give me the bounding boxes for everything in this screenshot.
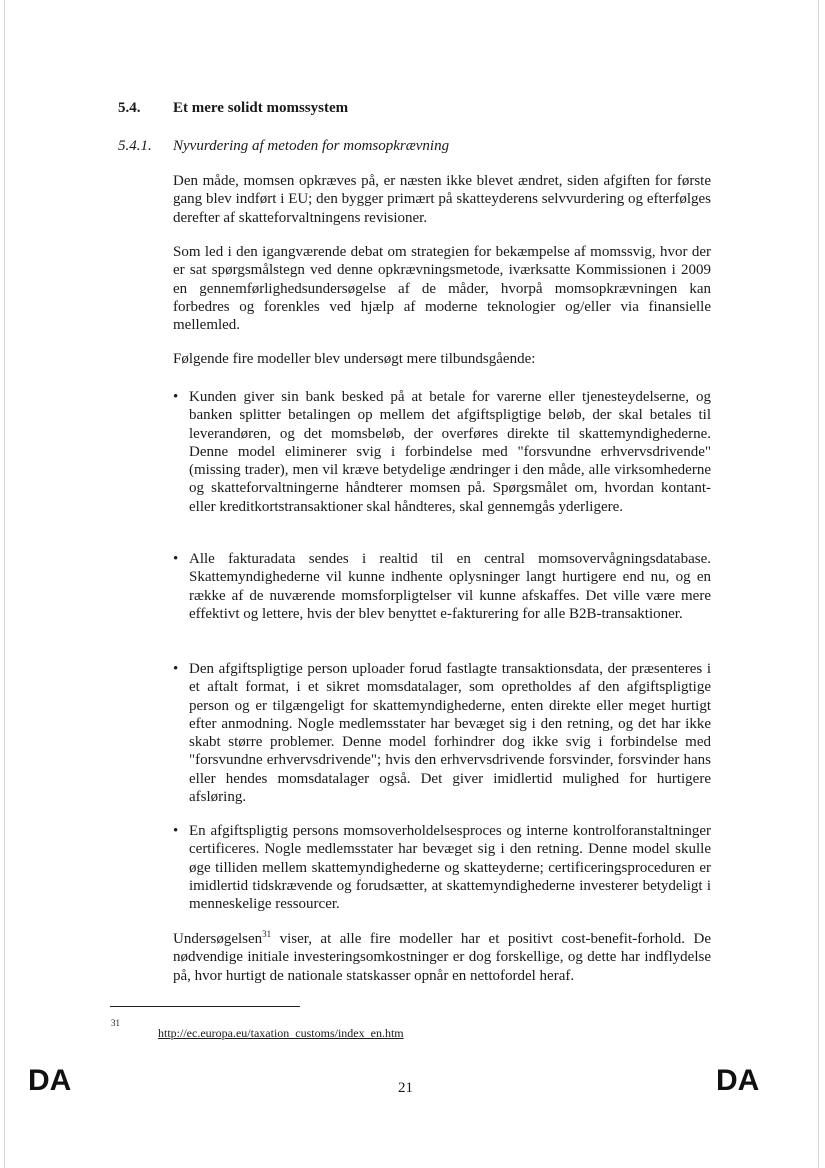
paragraph-4 — [173, 930, 711, 985]
footnote-reference[interactable]: 31 — [262, 929, 272, 939]
list-item — [173, 660, 711, 806]
paragraph-2: Som led i den igangværende debat om strategien for bekæmpelse af momssvig, hvor der er sat spørgsmålstegn ved denne opkrævningsmetode, iværksatte Kommissionen i 2009 en gennemførlighedsundersøgelse af de måder, hvorpå momsopkrævningen kan forbedres og forenkles ved hjælp af moderne teknologier og/eller via finansielle mellemled. — [173, 244, 711, 334]
list-item-text: Den afgiftspligtige person uploader forud fastlagte transaktionsdata, der præsenteres i et aftalt format, i et sikret momsdatalager, som opretholdes af den afgiftspligtige person og er tilgængeligt for skattemyndighederne, enten direkte eller meget hurtigt efter anmodning. Nogle medlemsstater har bevæget sig i den retning, og det har ikke skabt større problemer. Denne model forhindrer dog ikke svig i forbindelse med "forsvundne erhvervsdrivende"; hvis den erhvervsdrivende forsvinder, forsvinder hans eller hendes momsdatalager også. Det giver imidlertid mulighed for hurtigere afsløring. — [189, 661, 711, 806]
paragraph-1: Den måde, momsen opkræves på, er næsten ikke blevet ændret, siden afgiften for første gang blev indført i EU; den bygger primært på skatteyderens selvvurdering og efterfølges derefter af skatteforvaltningens revisioner. — [173, 173, 711, 226]
list-item — [173, 822, 711, 913]
section-title: Et mere solidt momssystem — [173, 100, 349, 116]
scan-edge-right — [818, 0, 819, 1168]
section-number: 5.4. — [118, 100, 141, 116]
paragraph-4-end: viser, at alle fire modeller har et positivt cost-benefit-forhold. De nødvendige initiale investeringsomkostninger er dog forskellige, og dette har indflydelse på, hvor hurtigt de nationale statskasser opnår en nettofordel heraf. — [173, 931, 711, 984]
paragraph-4-start: Undersøgelsen — [173, 931, 263, 947]
footnote-divider — [110, 1006, 300, 1007]
section-heading — [118, 100, 348, 117]
list-item — [173, 388, 711, 516]
bullet-icon: • — [173, 661, 179, 677]
page-number: 21 — [398, 1080, 413, 1096]
scan-edge-left — [4, 0, 5, 1168]
list-item-text: Kunden giver sin bank besked på at betale for varerne eller tjenesteydelserne, og banken splitter betalingen op mellem det afgiftspligtige beløb, der skal betales til leverandøren, og det momsbeløb, der overføres direkte til skattemyndighederne. Denne model eliminerer svig i forbindelse med "forsvundne erhvervsdrivende" (missing trader), men vil kræve betydelige ændringer i den måde, alle virksomhederne og skatteforvaltningerne håndterer momsen på. Spørgsmålet om, hvordan kontant- eller kreditkortstransaktioner skal håndteres, skal gennemgås yderligere. — [189, 389, 711, 515]
language-code-right: DA — [716, 1064, 760, 1097]
list-item-text: En afgiftspligtig persons momsoverholdelsesproces og interne kontrolforanstaltninger certificeres. Nogle medlemsstater har bevæget sig i den retning. Denne model skulle øge tilliden mellem skattemyndighederne og skatteyderne; certificeringsproceduren er imidlertid tidskrævende og forudsætter, at skattemyndighederne investerer betydeligt i menneskelige ressourcer. — [189, 823, 711, 913]
subsection-title: Nyvurdering af metoden for momsopkrævning — [173, 138, 450, 154]
list-item — [173, 550, 711, 623]
bullet-icon: • — [173, 551, 179, 567]
bullet-icon: • — [173, 823, 179, 839]
footnote-link[interactable]: http://ec.europa.eu/taxation_customs/index_en.htm — [158, 1026, 404, 1040]
subsection-heading — [118, 138, 449, 155]
list-item-text: Alle fakturadata sendes i realtid til en central momsovervågningsdatabase. Skattemyndighederne vil kunne indhente oplysninger langt hurtigere end nu, og en række af de nuværende momsforpligtelser vil kunne afskaffes. Det ville være mere effektivt og lettere, hvis der blev benyttet e-fakturering for alle B2B-transaktioner. — [189, 551, 711, 622]
subsection-number: 5.4.1. — [118, 138, 152, 154]
paragraph-3: Følgende fire modeller blev undersøgt mere tilbundsgående: — [173, 351, 536, 367]
language-code-left: DA — [28, 1064, 72, 1097]
footnote-number: 31 — [111, 1018, 120, 1028]
bullet-icon: • — [173, 389, 179, 405]
